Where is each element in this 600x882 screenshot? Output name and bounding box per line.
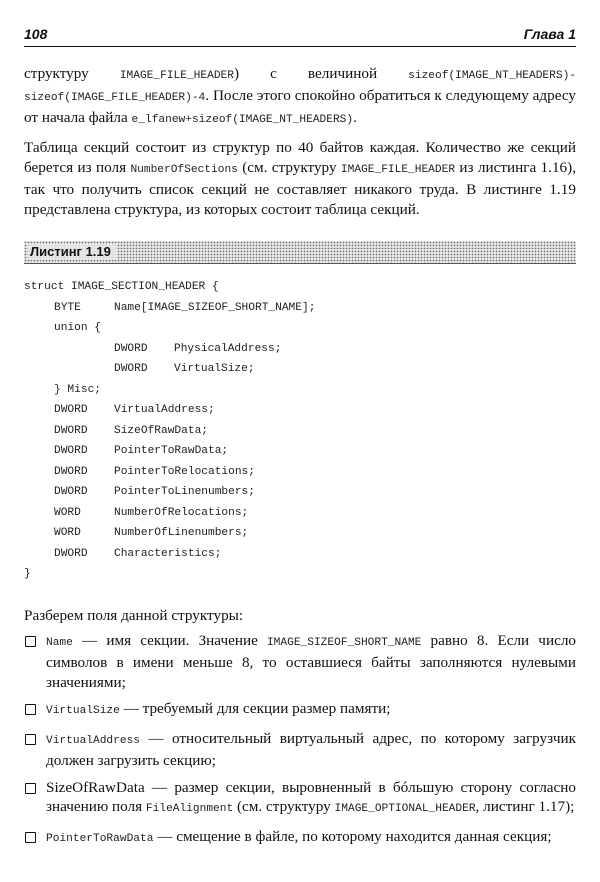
list-item-sizeofrawdata: SizeOfRawData — размер секции, выровненный в бóльшую сторону согласно значению поля FileAlignment (см. структуру IMAGE_OPTIONAL_HEADER, листинг 1.17); — [24, 778, 576, 820]
checkbox-bullet-icon — [25, 734, 36, 745]
field-descriptions-list — [24, 631, 576, 850]
list-item-pointertorawdata: PointerToRawData — смещение в файле, по которому находится данная секция; — [24, 827, 576, 850]
checkbox-bullet-icon — [25, 783, 36, 794]
code-union-close: } Misc; — [54, 383, 101, 396]
code-member-line: DWORD VirtualAddress; — [54, 404, 215, 416]
code-member-line: DWORD PointerToLinenumbers; — [54, 486, 255, 498]
code-union-open: union { — [54, 322, 101, 334]
code-union-member: DWORD VirtualSize; — [114, 363, 255, 375]
checkbox-bullet-icon — [25, 636, 36, 647]
code-listing — [24, 277, 576, 585]
listing-title: Листинг 1.19 — [28, 244, 117, 260]
paragraph-section-table-description: Таблица секций состоит из структур по 40 байтов каждая. Количество же секций берется из поля NumberOfSections (см. структуру IMAGE_FILE_HEADER из листинга 1.16), так что получить список секций не составляет никакого труда. В листинге 1.19 представлена структура, из которых состоит таблица секций. — [24, 139, 576, 218]
code-member-line: DWORD Characteristics; — [54, 547, 222, 560]
fields-intro: Разберем поля данной структуры: — [24, 606, 244, 624]
page-number: 108 — [24, 26, 48, 42]
listing-header-bar — [24, 241, 576, 264]
list-item-virtualsize: VirtualSize — требуемый для секции размер памяти; — [24, 699, 576, 722]
checkbox-bullet-icon — [25, 704, 36, 715]
code-member-line: DWORD PointerToRawData; — [54, 445, 229, 457]
code-member-line: WORD NumberOfLinenumbers; — [54, 527, 249, 539]
paragraph-section-table-location: структуру IMAGE_FILE_HEADER) с величиной sizeof(IMAGE_NT_HEADERS)-sizeof(IMAGE_FILE_HEADER)-4. После этого спокойно обратиться к следующему адресу от начала файла e_lfanew+sizeof(IMAGE_NT_HEADERS). — [24, 65, 576, 126]
code-struct-close: } — [24, 568, 31, 580]
code-member-line: WORD NumberOfRelocations; — [54, 506, 249, 519]
list-item-virtualaddress: VirtualAddress — относительный виртуальный адрес, по которому загрузчик должен загрузить секцию; — [24, 729, 576, 771]
code-union-member: DWORD PhysicalAddress; — [114, 342, 282, 355]
running-header — [24, 26, 576, 47]
code-line-name: BYTE Name[IMAGE_SIZEOF_SHORT_NAME]; — [54, 301, 316, 314]
chapter-title: Глава 1 — [523, 26, 576, 42]
code-member-line: DWORD PointerToRelocations; — [54, 465, 255, 478]
code-member-line: DWORD SizeOfRawData; — [54, 424, 208, 437]
checkbox-bullet-icon — [25, 832, 36, 843]
book-page — [24, 26, 576, 856]
list-item-name: Name — имя секции. Значение IMAGE_SIZEOF_SHORT_NAME равно 8. Если число символов в имени меньше 8, то оставшиеся байты заполняются нулевыми значениями; — [24, 631, 576, 693]
code-struct-open: struct IMAGE_SECTION_HEADER { — [24, 281, 219, 293]
